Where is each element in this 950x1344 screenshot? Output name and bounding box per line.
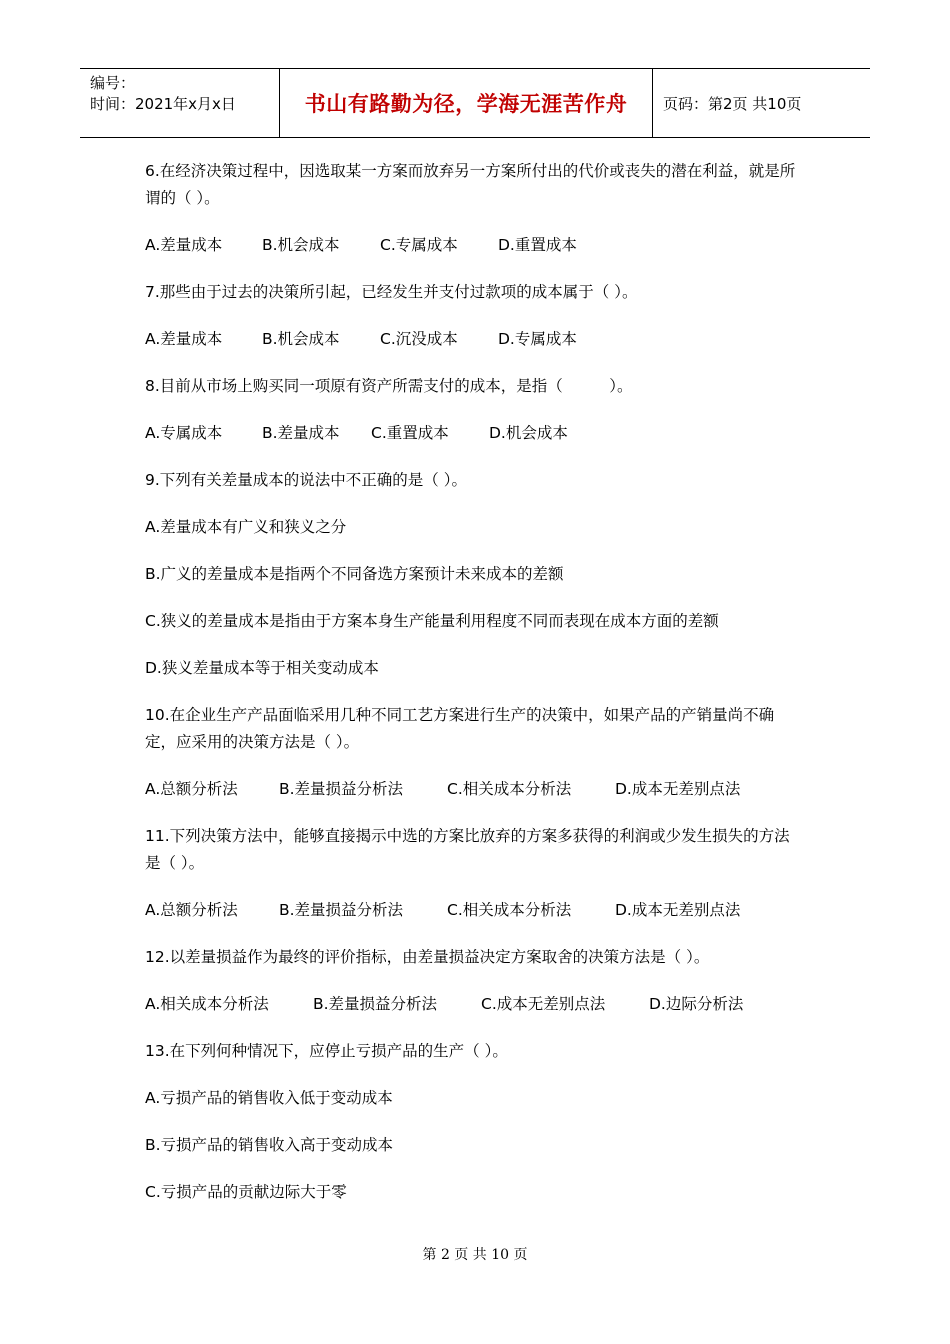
option-c: C.相关成本分析法 — [447, 780, 572, 798]
page-footer: 第 2 页 共 10 页 — [422, 1247, 528, 1263]
document-number-label: 编号： — [90, 74, 136, 92]
question-8 — [145, 373, 805, 447]
option-a: A.差量成本有广义和狭义之分 — [145, 518, 347, 536]
question-options — [145, 326, 805, 353]
question-list — [145, 158, 805, 1226]
option-b: B.差量损益分析法 — [313, 995, 438, 1013]
option-d: D.重置成本 — [498, 236, 577, 254]
option-d: D.成本无差别点法 — [615, 901, 741, 919]
question-11 — [145, 823, 805, 924]
option-b: B.机会成本 — [262, 330, 340, 348]
option-c: C.成本无差别点法 — [481, 995, 606, 1013]
question-text: 10.在企业生产产品面临采用几种不同工艺方案进行生产的决策中，如果产品的产销量尚不确定，应采用的决策方法是（ ）。 — [145, 706, 775, 751]
question-text: 9.下列有关差量成本的说法中不正确的是（ ）。 — [145, 471, 467, 489]
question-options — [145, 420, 805, 447]
option-b: B.机会成本 — [262, 236, 340, 254]
question-7 — [145, 279, 805, 353]
question-text: 11.下列决策方法中，能够直接揭示中选的方案比放弃的方案多获得的利润或少发生损失的方法是（ ）。 — [145, 827, 790, 872]
option-b: B.亏损产品的销售收入高于变动成本 — [145, 1136, 394, 1154]
question-10 — [145, 702, 805, 803]
header-table — [80, 68, 870, 138]
question-6 — [145, 158, 805, 259]
question-text: 12.以差量损益作为最终的评价指标，由差量损益决定方案取舍的决策方法是（ ）。 — [145, 948, 710, 966]
option-a: A.总额分析法 — [145, 780, 238, 798]
question-13 — [145, 1038, 805, 1206]
header-page-info: 页码：第2页 共10页 — [663, 94, 802, 113]
option-a: A.专属成本 — [145, 424, 223, 442]
option-b: B.差量损益分析法 — [279, 901, 404, 919]
option-b: B.广义的差量成本是指两个不同备选方案预计未来成本的差额 — [145, 565, 564, 583]
option-a: A.总额分析法 — [145, 901, 238, 919]
option-d: D.机会成本 — [489, 424, 568, 442]
option-a: A.相关成本分析法 — [145, 995, 269, 1013]
option-c: C.沉没成本 — [380, 330, 458, 348]
question-options — [145, 991, 805, 1018]
option-c: C.狭义的差量成本是指由于方案本身生产能量利用程度不同而表现在成本方面的差额 — [145, 612, 719, 630]
document-time-label: 时间：2021年x月x日 — [90, 95, 236, 113]
option-c: C.专属成本 — [380, 236, 458, 254]
question-options — [145, 232, 805, 259]
option-c: C.亏损产品的贡献边际大于零 — [145, 1183, 347, 1201]
question-text: 8.目前从市场上购买同一项原有资产所需支付的成本，是指（ ）。 — [145, 377, 633, 395]
option-c: C.相关成本分析法 — [447, 901, 572, 919]
option-d: D.狭义差量成本等于相关变动成本 — [145, 659, 379, 677]
option-a: A.差量成本 — [145, 330, 223, 348]
option-d: D.专属成本 — [498, 330, 577, 348]
question-text: 13.在下列何种情况下，应停止亏损产品的生产（ ）。 — [145, 1042, 508, 1060]
option-a: A.差量成本 — [145, 236, 223, 254]
option-a: A.亏损产品的销售收入低于变动成本 — [145, 1089, 393, 1107]
option-b: B.差量损益分析法 — [279, 780, 404, 798]
question-9 — [145, 467, 805, 682]
question-options — [145, 897, 805, 924]
question-text: 6.在经济决策过程中，因选取某一方案而放弃另一方案所付出的代价或丧失的潜在利益，就是所谓的（ ）。 — [145, 162, 796, 207]
question-12 — [145, 944, 805, 1018]
question-text: 7.那些由于过去的决策所引起，已经发生并支付过款项的成本属于（ ）。 — [145, 283, 638, 301]
option-d: D.成本无差别点法 — [615, 780, 741, 798]
option-d: D.边际分析法 — [649, 995, 744, 1013]
option-b: B.差量成本 — [262, 424, 340, 442]
question-options — [145, 776, 805, 803]
option-c: C.重置成本 — [371, 424, 449, 442]
header-motto: 书山有路勤为径，学海无涯苦作舟 — [280, 69, 653, 137]
header-info-cell — [80, 69, 280, 137]
